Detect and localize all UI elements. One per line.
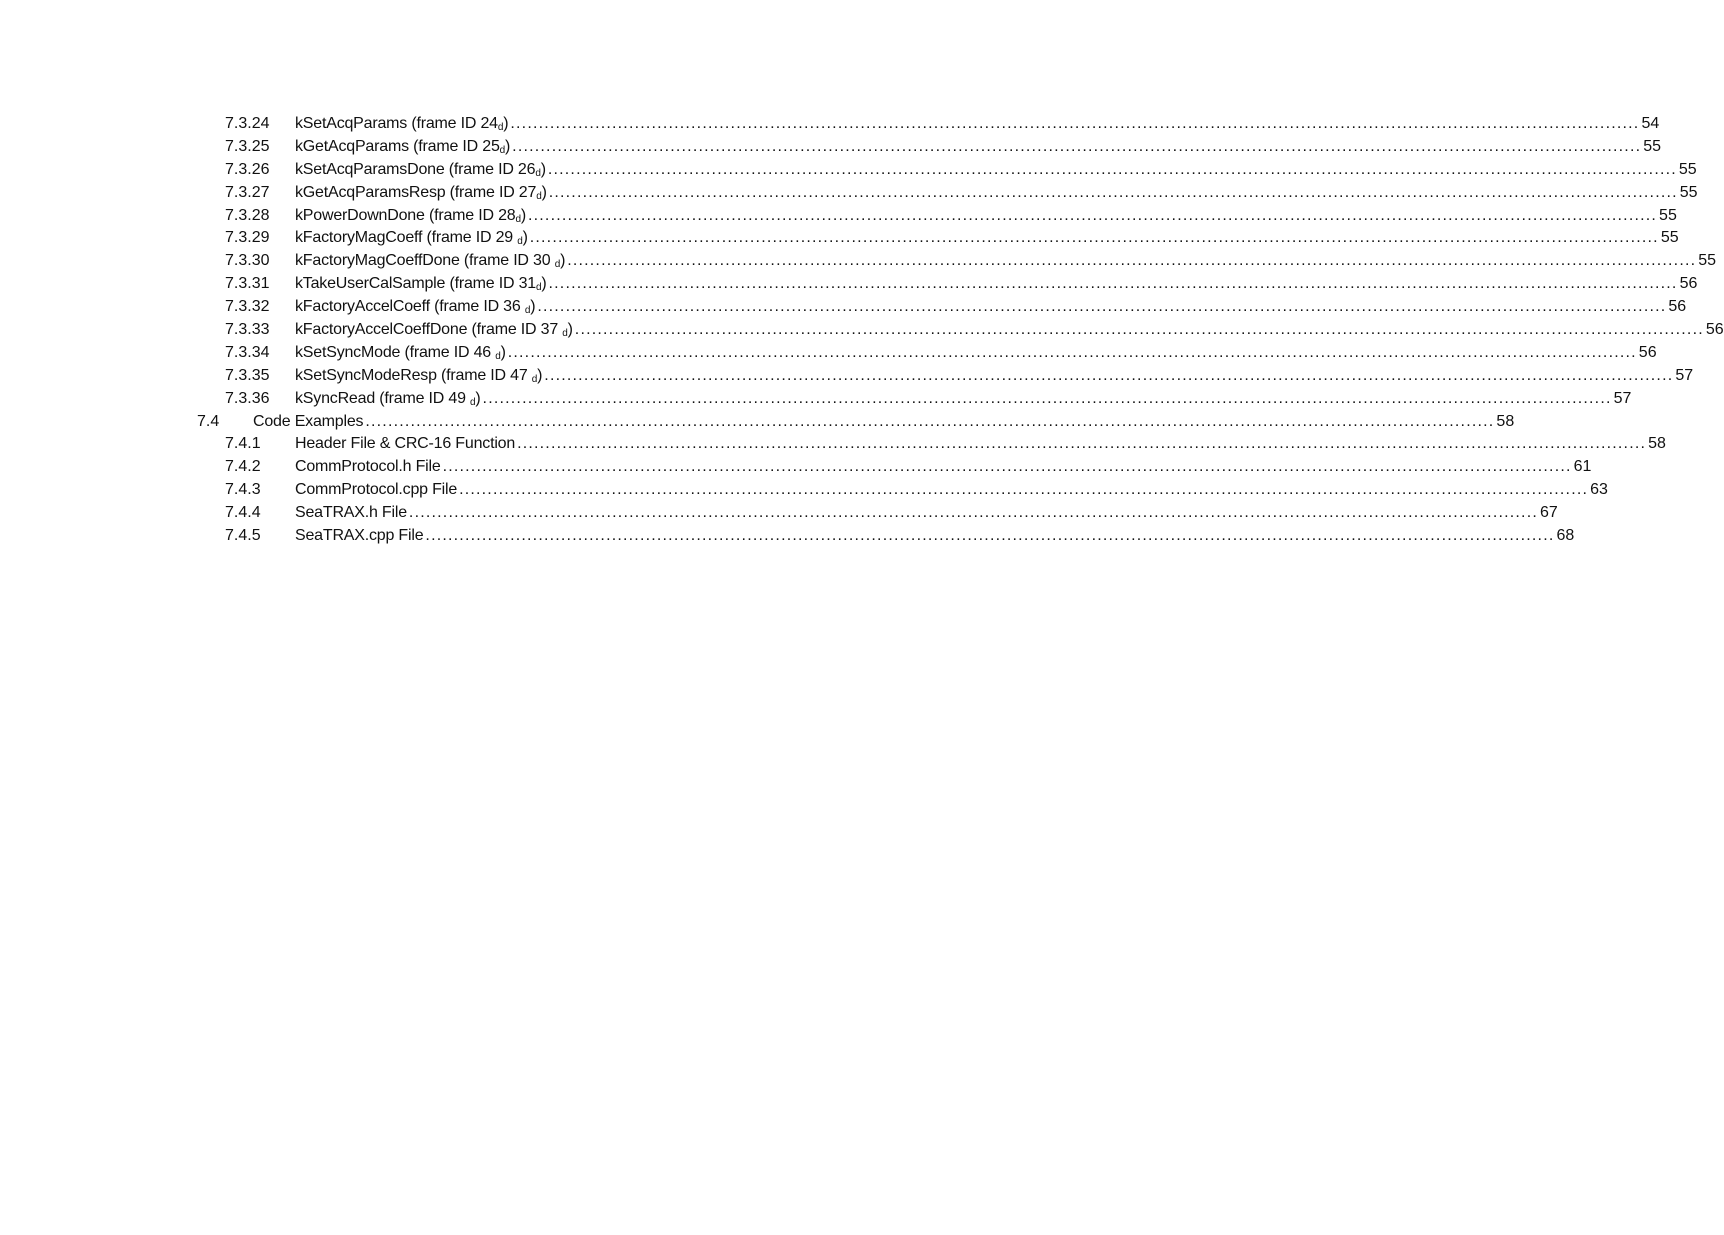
toc-entry[interactable]	[0, 136, 1662, 159]
toc-dot-leader: ........................................................................................................................................................................................................	[408, 504, 1538, 522]
toc-entry[interactable]	[0, 273, 1698, 296]
toc-entry-page-number: 55	[1678, 160, 1697, 178]
toc-entry-title-line	[295, 227, 1679, 250]
toc-entry-title-suffix: )	[537, 366, 543, 384]
toc-entry-subscript: d	[524, 305, 531, 317]
toc-entry-title-text: kFactoryMagCoeff (frame ID 29	[295, 229, 518, 247]
toc-entry-page-number: 57	[1613, 389, 1632, 407]
toc-entry-title	[295, 182, 547, 205]
toc-entry-title-text: CommProtocol.cpp File	[295, 481, 458, 499]
toc-entry-number: 7.3.24	[225, 115, 270, 132]
toc-entry-title-line	[295, 113, 1660, 136]
toc-entry-title	[295, 273, 547, 296]
toc-dot-leader: ........................................................................................................................................................................................................	[517, 435, 1647, 453]
toc-entry[interactable]	[0, 456, 1592, 479]
toc-dot-leader: ........................................................................................................................................................................................................	[574, 321, 1704, 339]
toc-entry-title	[295, 365, 542, 388]
toc-dot-leader: ........................................................................................................................................................................................................	[547, 160, 1677, 178]
toc-entry[interactable]	[0, 433, 1666, 456]
toc-entry-title-line	[295, 433, 1666, 456]
toc-entry-title-suffix: )	[520, 206, 526, 224]
toc-entry-number: 7.3.32	[225, 298, 270, 316]
toc-dot-leader: ........................................................................................................................................................................................................	[459, 481, 1589, 499]
toc-dot-leader: ........................................................................................................................................................................................................	[529, 229, 1659, 247]
toc-entry-number: 7.3.35	[225, 366, 270, 384]
toc-entry-page-number: 56	[1679, 275, 1698, 293]
toc-entry-number: 7.4	[197, 412, 220, 430]
table-of-contents	[0, 113, 1724, 548]
toc-entry-title	[295, 136, 510, 159]
toc-entry-title-text: kTakeUserCalSample (frame ID 31	[295, 275, 536, 293]
toc-entry-title	[295, 456, 441, 479]
toc-entry-title-line	[295, 273, 1698, 296]
toc-entry-number: 7.3.28	[225, 206, 270, 224]
toc-entry-page-number: 63	[1590, 481, 1608, 499]
toc-entry-title-line	[295, 388, 1632, 411]
toc-entry-page-number: 57	[1675, 366, 1694, 384]
toc-entry[interactable]	[0, 388, 1632, 411]
toc-entry-number: 7.3.27	[225, 183, 270, 201]
toc-entry-page-number: 61	[1573, 458, 1592, 476]
toc-entry-title-text: kSetAcqParamsDone (frame ID 26	[295, 160, 536, 178]
toc-entry-title	[295, 433, 515, 456]
toc-entry[interactable]	[0, 502, 1558, 525]
toc-entry-title	[295, 159, 546, 182]
toc-entry[interactable]	[0, 159, 1697, 182]
toc-entry-page-number: 56	[1705, 321, 1724, 339]
toc-entry-title-line	[295, 479, 1608, 502]
toc-entry-page-number: 55	[1679, 183, 1698, 201]
toc-dot-leader: ........................................................................................................................................................................................................	[510, 115, 1640, 132]
toc-entry-title-line	[295, 159, 1697, 182]
toc-entry-title-text: kSetAcqParams (frame ID 24	[295, 115, 498, 132]
toc-entry-title	[295, 296, 535, 319]
toc-entry-title-text: kFactoryMagCoeffDone (frame ID 30	[295, 252, 555, 270]
toc-entry-page-number: 68	[1556, 527, 1575, 545]
toc-entry-title-line	[295, 296, 1687, 319]
toc-dot-leader: ........................................................................................................................................................................................................	[507, 343, 1637, 361]
toc-entry-page-number: 54	[1641, 115, 1660, 132]
toc-entry-number: 7.3.33	[225, 321, 270, 339]
toc-entry-title-suffix: )	[541, 183, 547, 201]
toc-dot-leader: ........................................................................................................................................................................................................	[567, 252, 1697, 270]
toc-entry-title-text: kFactoryAccelCoeff (frame ID 36	[295, 298, 525, 316]
toc-entry-title	[295, 319, 573, 342]
toc-entry-subscript: d	[531, 373, 538, 385]
toc-entry-subscript: d	[535, 167, 541, 179]
toc-entry-title-text: Code Examples	[253, 412, 364, 430]
toc-entry[interactable]	[0, 205, 1677, 228]
toc-entry-page-number: 55	[1643, 137, 1662, 155]
toc-entry-subscript: d	[562, 328, 568, 340]
toc-entry[interactable]	[0, 479, 1608, 502]
toc-entry-title	[295, 502, 407, 525]
toc-entry[interactable]	[0, 525, 1575, 548]
toc-entry-title-suffix: )	[540, 160, 546, 178]
toc-entry-subscript: d	[536, 190, 542, 202]
toc-entry-subscript: d	[495, 350, 501, 362]
toc-entry-title-text: kSetSyncModeResp (frame ID 47	[295, 366, 532, 384]
toc-entry-title	[295, 113, 508, 136]
toc-entry[interactable]	[0, 227, 1679, 250]
toc-entry-title-line	[295, 136, 1662, 159]
toc-entry-title-suffix: )	[530, 298, 536, 316]
toc-entry-subscript: d	[499, 144, 506, 156]
toc-entry-number: 7.4.1	[225, 435, 261, 453]
toc-entry-title-text: SeaTRAX.h File	[295, 504, 407, 522]
toc-entry-title	[253, 411, 363, 434]
toc-dot-leader: ........................................................................................................................................................................................................	[548, 183, 1678, 201]
toc-entry[interactable]	[0, 365, 1694, 388]
toc-entry-title	[295, 250, 565, 273]
toc-entry-number: 7.4.5	[225, 527, 261, 545]
toc-entry-number: 7.3.31	[225, 275, 270, 293]
toc-entry-number: 7.3.30	[225, 252, 270, 270]
toc-entry-title-text: kSetSyncMode (frame ID 46	[295, 343, 496, 361]
toc-entry-title-line	[295, 525, 1575, 548]
toc-entry-page-number: 58	[1648, 435, 1666, 453]
toc-entry-page-number: 55	[1659, 206, 1677, 224]
toc-entry-title-line	[295, 205, 1677, 228]
toc-entry-title-suffix: )	[475, 389, 481, 407]
toc-entry-subscript: d	[497, 122, 504, 133]
toc-entry[interactable]	[0, 182, 1698, 205]
toc-entry-number: 7.4.3	[225, 481, 261, 499]
toc-entry-subscript: d	[536, 282, 542, 294]
toc-entry-title	[295, 205, 526, 228]
toc-entry-number: 7.3.25	[225, 137, 270, 155]
toc-entry[interactable]	[0, 342, 1657, 365]
toc-entry-page-number: 67	[1539, 504, 1558, 522]
toc-entry-page-number: 56	[1668, 298, 1687, 316]
toc-entry-title	[295, 525, 423, 548]
toc-dot-leader: ........................................................................................................................................................................................................	[365, 412, 1495, 430]
toc-entry[interactable]	[0, 296, 1687, 319]
toc-entry-title-line	[295, 365, 1694, 388]
toc-entry-number: 7.3.36	[225, 389, 270, 407]
toc-entry-title-line	[295, 502, 1558, 525]
toc-entry-title-text: kGetAcqParamsResp (frame ID 27	[295, 183, 537, 201]
toc-entry-title-suffix: )	[503, 115, 509, 132]
toc-entry-title-text: kPowerDownDone (frame ID 28	[295, 206, 516, 224]
toc-dot-leader: ........................................................................................................................................................................................................	[548, 275, 1678, 293]
toc-entry-number: 7.3.29	[225, 229, 270, 247]
toc-dot-leader: ........................................................................................................................................................................................................	[512, 137, 1642, 155]
toc-entry-page-number: 55	[1660, 229, 1679, 247]
toc-entry[interactable]	[0, 411, 1515, 434]
toc-entry-number: 7.4.4	[225, 504, 261, 522]
toc-entry-title-text: Header File & CRC-16 Function	[295, 435, 516, 453]
toc-entry-title-suffix: )	[541, 275, 547, 293]
toc-entry-title-text: SeaTRAX.cpp File	[295, 527, 424, 545]
toc-dot-leader: ........................................................................................................................................................................................................	[482, 389, 1612, 407]
toc-entry-number: 7.3.26	[225, 160, 270, 178]
toc-entry[interactable]	[0, 319, 1724, 342]
toc-entry-title-line	[253, 411, 1515, 434]
toc-entry-title-line	[295, 456, 1592, 479]
toc-entry-page-number: 55	[1698, 252, 1717, 270]
toc-entry[interactable]	[0, 250, 1717, 273]
toc-entry-title-line	[295, 319, 1724, 342]
toc-entry-subscript: d	[515, 213, 521, 225]
toc-entry-title-line	[295, 182, 1698, 205]
toc-entry-subscript: d	[517, 236, 523, 248]
toc-entry-title-suffix: )	[522, 229, 528, 247]
toc-entry-subscript: d	[470, 396, 476, 408]
toc-entry-title-suffix: )	[505, 137, 511, 155]
toc-entry[interactable]	[0, 113, 1660, 136]
toc-entry-title	[295, 227, 528, 250]
toc-dot-leader: ........................................................................................................................................................................................................	[425, 527, 1555, 545]
toc-entry-page-number: 58	[1496, 412, 1515, 430]
toc-entry-subscript: d	[554, 259, 561, 271]
toc-dot-leader: ........................................................................................................................................................................................................	[442, 458, 1572, 476]
toc-entry-title-line	[295, 250, 1717, 273]
toc-entry-title-suffix: )	[560, 252, 566, 270]
toc-entry-title-line	[295, 342, 1657, 365]
toc-entry-title-text: kSyncRead (frame ID 49	[295, 389, 471, 407]
toc-entry-title	[295, 388, 481, 411]
toc-entry-title-text: kFactoryAccelCoeffDone (frame ID 37	[295, 321, 563, 339]
toc-entry-number: 7.3.34	[225, 343, 270, 361]
toc-dot-leader: ........................................................................................................................................................................................................	[537, 298, 1667, 316]
toc-dot-leader: ........................................................................................................................................................................................................	[527, 206, 1658, 224]
toc-entry-title-text: kGetAcqParams (frame ID 25	[295, 137, 500, 155]
toc-entry-title-suffix: )	[500, 343, 506, 361]
toc-entry-title	[295, 342, 506, 365]
toc-entry-title-text: CommProtocol.h File	[295, 458, 441, 476]
toc-entry-title	[295, 479, 457, 502]
toc-dot-leader: ........................................................................................................................................................................................................	[544, 366, 1674, 384]
toc-entry-title-suffix: )	[567, 321, 573, 339]
toc-entry-number: 7.4.2	[225, 458, 261, 476]
toc-entry-page-number: 56	[1638, 343, 1657, 361]
